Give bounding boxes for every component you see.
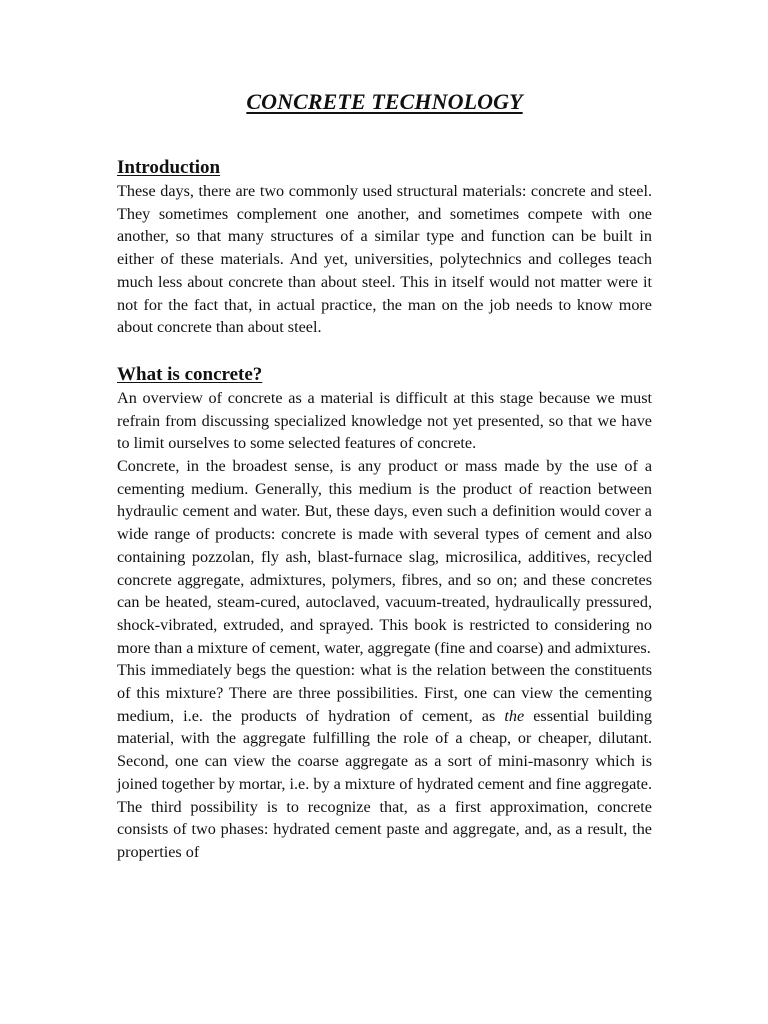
- section-heading-what-is-concrete: What is concrete?: [117, 363, 263, 385]
- paragraph-constituents: [117, 659, 652, 863]
- paragraph-broadest-sense: Concrete, in the broadest sense, is any product or mass made by the use of a cementing medium. Generally, this medium is the product of reaction between hydraulic cement and water. But, these days, even such a definition would cover a wide range of products: concrete is made with several types of cement and also containing pozzolan, fly ash, blast-furnace slag, microsilica, additives, recycled concrete aggregate, admixtures, polymers, fibres, and so on; and these concretes can be heated, steam-cured, autoclaved, vacuum-treated, hydraulically pressured, shock-vibrated, extruded, and sprayed. This book is restricted to considering no more than a mixture of cement, water, aggregate (fine and coarse) and admixtures.: [117, 457, 652, 657]
- paragraph-constituents-part-1: This immediately begs the question: what is the relation between the constituents of this mixture? There are three possibilities. First, one can view the cementing medium, i.e. the products of hydration of cement, as: [117, 661, 652, 725]
- section-heading-introduction: Introduction: [117, 157, 221, 178]
- document-title: CONCRETE TECHNOLOGY: [246, 89, 523, 114]
- paragraph-overview: An overview of concrete as a material is difficult at this stage because we must refrain from discussing specialized knowledge not yet presented, so that we have to limit ourselves to some selected features of concrete.: [117, 388, 652, 453]
- paragraph-constituents-emphasis: the: [504, 706, 525, 725]
- paragraph-introduction: These days, there are two commonly used structural materials: concrete and steel. They sometimes complement one another, and sometimes compete with one another, so that many structures of a similar type and function can be built in either of these materials. And yet, universities, polytechnics and colleges teach much less about concrete than about steel. This in itself would not matter were it not for the fact that, in actual practice, the man on the job needs to know more about concrete than about steel.: [117, 182, 652, 337]
- document-page: [117, 84, 652, 864]
- paragraph-constituents-part-2: essential building material, with the aggregate fulfilling the role of a cheap, or cheaper, dilutant. Second, one can view the coarse aggregate as a sort of mini-masonry which is joined together by mortar, i.e. by a mixture of hydrated cement and fine aggregate. The third possibility is to recognize that, as a first approximation, concrete consists of two phases: hydrated cement paste and aggregate, and, as a result, the properties of: [117, 706, 652, 861]
